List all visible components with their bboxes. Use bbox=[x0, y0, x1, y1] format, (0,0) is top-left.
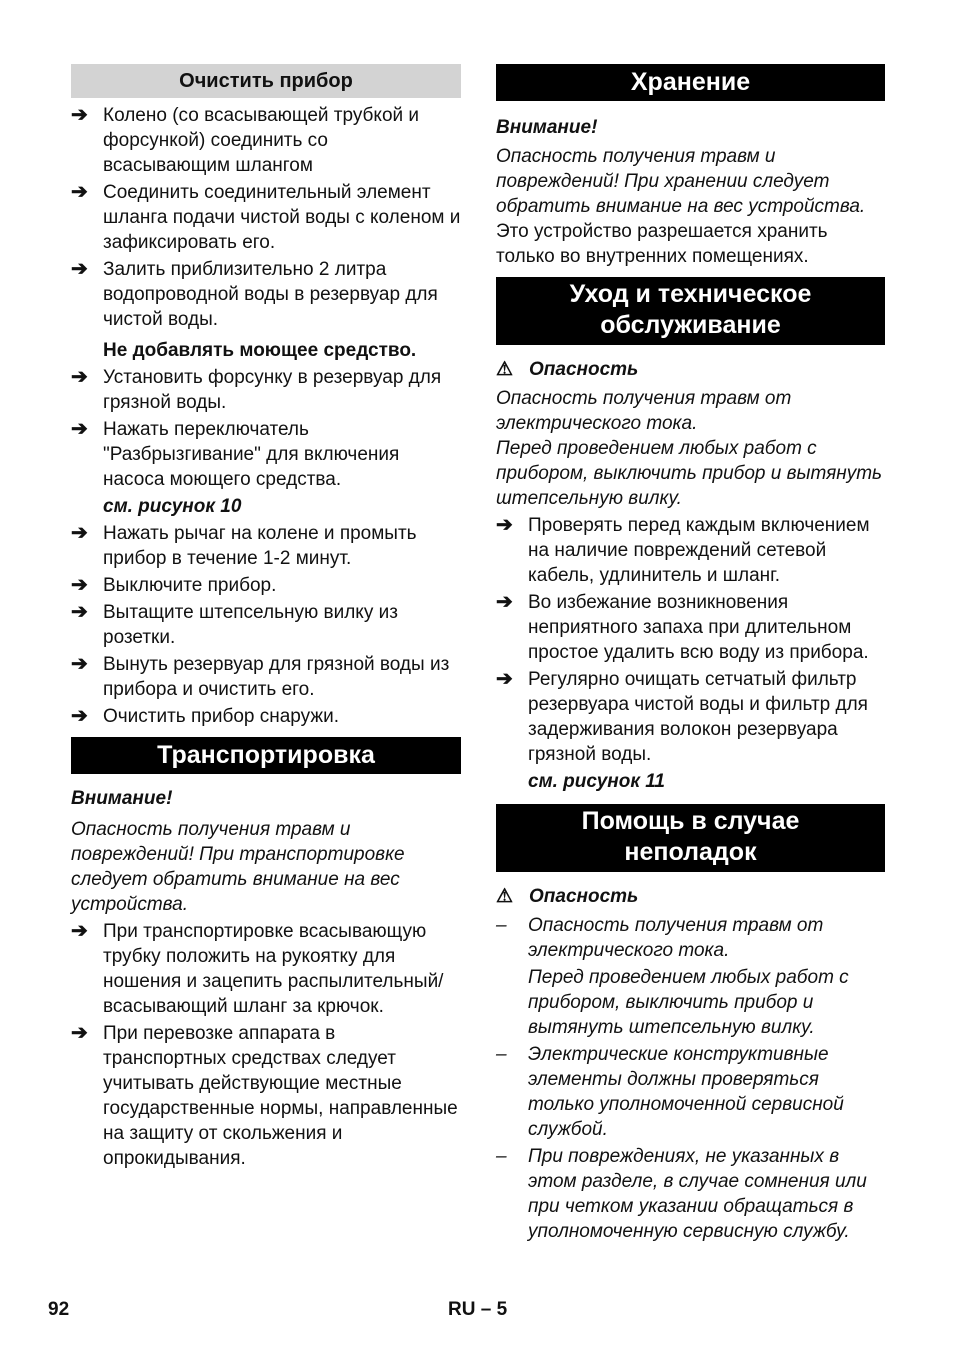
arrow-right-icon: ➔ bbox=[71, 181, 88, 203]
instruction-step: ➔ Залить приблизительно 2 литра водопроводной воды в резервуар для чистой воды. bbox=[71, 258, 438, 330]
page-label: RU – 5 bbox=[448, 1299, 508, 1320]
section-heading-help: Помощь в случае неполадок bbox=[496, 804, 885, 872]
section-heading-transport: Транспортировка bbox=[71, 737, 461, 774]
storage-warning: Опасность получения травм и повреждений! При хранении следует обратить внимание на вес устройства. bbox=[496, 146, 866, 217]
instruction-step: ➔ Проверять перед каждым включением на наличие повреждений сетевой кабель, удлинитель и шланг. bbox=[496, 514, 870, 586]
warning-triangle-icon: ⚠ bbox=[496, 359, 514, 380]
danger-label: ⚠ Опасность bbox=[496, 886, 639, 907]
section-heading-storage: Хранение bbox=[496, 64, 885, 101]
right-column bbox=[496, 64, 885, 1246]
instruction-step: ➔ Колено (со всасывающей трубкой и форсункой) соединить со всасывающим шлангом bbox=[71, 104, 420, 176]
care-danger-text: Опасность получения травм от электрического тока. bbox=[496, 388, 792, 434]
instruction-step: ➔ Во избежание возникновения неприятного запаха при длительном простое удалить всю воду из прибора. bbox=[496, 591, 869, 663]
section-heading-clean: Очистить прибор bbox=[71, 64, 461, 98]
instruction-step: ➔ Установить форсунку в резервуар для грязной воды. bbox=[71, 366, 442, 413]
instruction-step: ➔ Выключите прибор. bbox=[71, 574, 277, 596]
danger-label: ⚠ Опасность bbox=[496, 359, 639, 380]
instruction-step: ➔ При транспортировке всасывающую трубку положить на рукоятку для ношения и зацепить распылительный/всасывающий шланг за крючок. bbox=[71, 920, 444, 1017]
left-column bbox=[71, 64, 461, 1173]
arrow-right-icon: ➔ bbox=[71, 104, 88, 126]
instruction-step: ➔ Вытащите штепсельную вилку из розетки. bbox=[71, 601, 398, 648]
instruction-step: ➔ При перевозке аппарата в транспортных средствах следует учитывать действующие местные государственные нормы, направленные на защиту от скольжения и опрокидывания. bbox=[71, 1022, 458, 1169]
dash-bullet: – bbox=[496, 1146, 507, 1167]
no-detergent-note: Не добавлять моющее средство. bbox=[103, 340, 417, 361]
care-danger-text: Перед проведением любых работ с прибором, выключить прибор и вытянуть штепсельную вилку. bbox=[496, 438, 883, 509]
transport-warning: Опасность получения травм и повреждений! При транспортировке следует обратить внимание на вес устройства. bbox=[71, 819, 405, 915]
attention-label: Внимание! bbox=[71, 788, 173, 809]
section-heading-care: Уход и техническое обслуживание bbox=[496, 277, 885, 345]
instruction-step: ➔ Регулярно очищать сетчатый фильтр резервуара чистой воды и фильтр для задерживания волокон резервуара грязной воды. bbox=[496, 668, 868, 765]
arrow-right-icon: ➔ bbox=[496, 514, 513, 536]
instruction-step: ➔ Соединить соединительный элемент шланга подачи чистой воды с коленом и зафиксировать его. bbox=[71, 181, 461, 253]
instruction-step: ➔ Нажать рычаг на колене и промыть прибор в течение 1-2 минут. bbox=[71, 522, 417, 569]
arrow-right-icon: ➔ bbox=[71, 258, 88, 280]
dash-bullet: – bbox=[496, 915, 507, 936]
storage-text: Это устройство разрешается хранить только во внутренних помещениях. bbox=[496, 221, 828, 267]
arrow-right-icon: ➔ bbox=[496, 668, 513, 690]
arrow-right-icon: ➔ bbox=[71, 601, 88, 623]
figure-reference: см. рисунок 10 bbox=[103, 496, 242, 517]
arrow-right-icon: ➔ bbox=[71, 653, 88, 675]
list-item: – Опасность получения травм от электрического тока. bbox=[496, 915, 824, 961]
instruction-step: ➔ Вынуть резервуар для грязной воды из прибора и очистить его. bbox=[71, 653, 450, 700]
arrow-right-icon: ➔ bbox=[71, 366, 88, 388]
arrow-right-icon: ➔ bbox=[71, 1022, 88, 1044]
instruction-step: ➔ Очистить прибор снаружи. bbox=[71, 705, 339, 727]
arrow-right-icon: ➔ bbox=[496, 591, 513, 613]
arrow-right-icon: ➔ bbox=[71, 522, 88, 544]
dash-bullet: – bbox=[496, 1044, 507, 1065]
list-item-sub: Перед проведением любых работ с прибором, выключить прибор и вытянуть штепсельную вилку. bbox=[528, 967, 849, 1038]
page-number: 92 bbox=[48, 1299, 70, 1320]
instruction-step: ➔ Нажать переключатель "Разбрызгивание" для включения насоса моющего средства. bbox=[71, 418, 400, 490]
arrow-right-icon: ➔ bbox=[71, 920, 88, 942]
attention-label: Внимание! bbox=[496, 117, 598, 138]
arrow-right-icon: ➔ bbox=[71, 705, 88, 727]
arrow-right-icon: ➔ bbox=[71, 418, 88, 440]
arrow-right-icon: ➔ bbox=[71, 574, 88, 596]
warning-triangle-icon: ⚠ bbox=[496, 886, 514, 907]
list-item: – При повреждениях, не указанных в этом разделе, в случае сомнения или при четком указании обращаться в уполномоченную сервисную службу. bbox=[496, 1146, 867, 1242]
figure-reference: см. рисунок 11 bbox=[528, 771, 665, 792]
list-item: – Электрические конструктивные элементы должны проверяться только уполномоченной сервисной службой. bbox=[496, 1044, 844, 1140]
